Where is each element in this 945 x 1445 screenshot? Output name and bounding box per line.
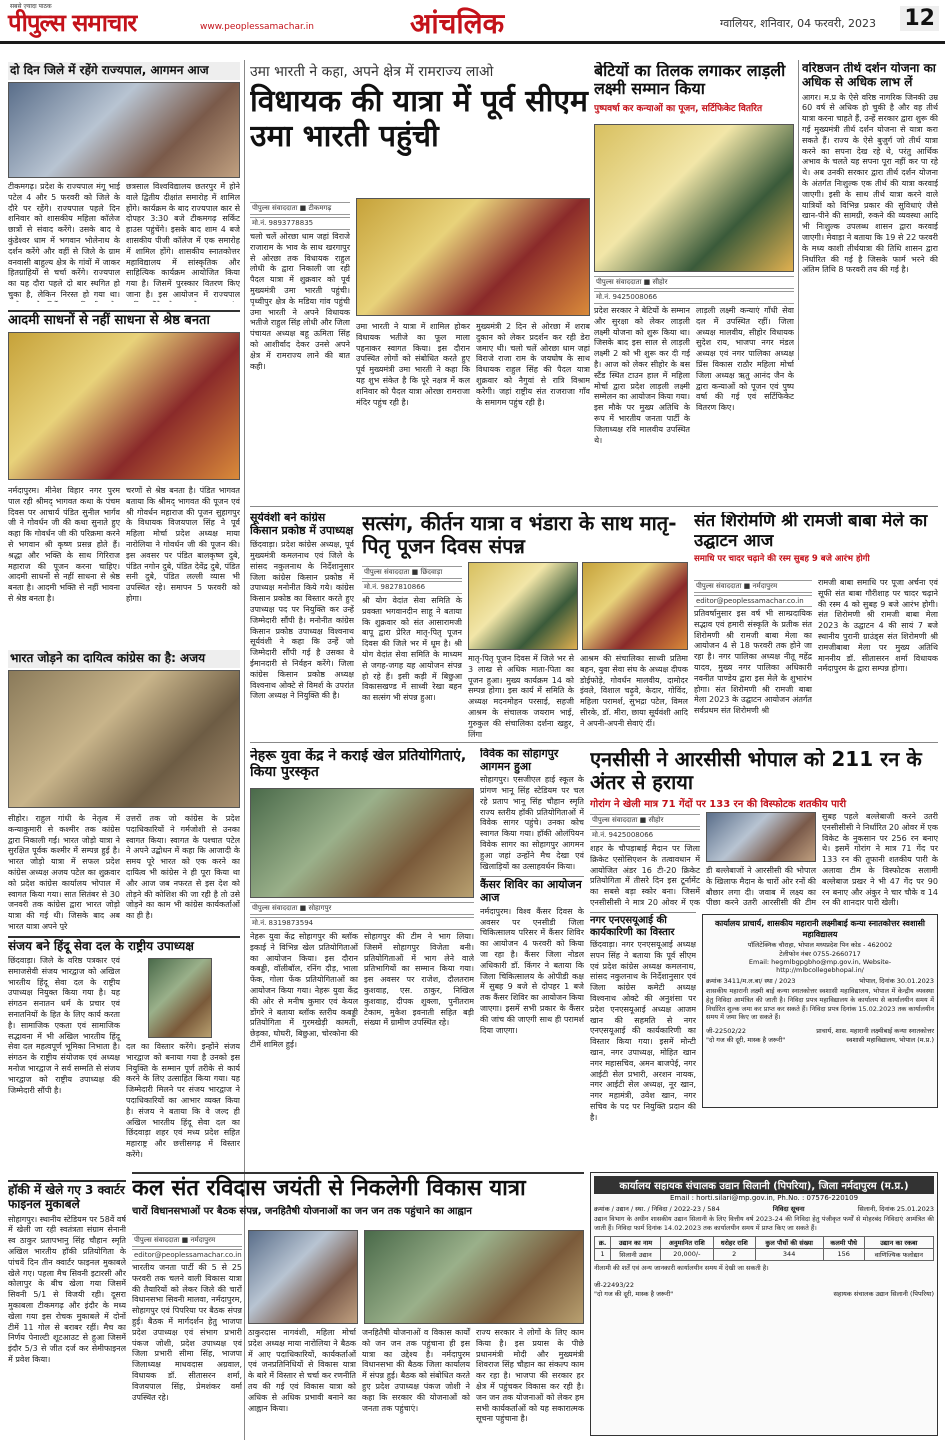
vivek-body: सोहागपुर। एसजीएल हाई स्कूल के प्रांगण भानू सिंह स्टेडियम पर चल रहे प्रताप भानू सिंह चौहान स्मृति राज्य स्तरीय हॉकी प्रतियोगिताओं में विवेक सागर पहुंचे। उनका कोच स्वागत किया गया। हॉकी ओलंपियन विवेक सागर का सोहागपुर आगमन हुआ जहां उन्होंने मैच देखा एवं खिलाड़ियों का उत्साहवर्धन किया। [480, 775, 584, 871]
table-header-cell: उद्यान का रकबा [864, 1236, 933, 1248]
photo-sanjay-portrait [148, 958, 212, 1038]
ad-body: उद्यान विभाग के अधीन शासकीय उद्यान सिलानी के लिए वित्तीय वर्ष 2023-24 की निविदा हेतु पंजीकृत फर्मों से मोहरबंद निविदाएं आमंत्रित की जाती हैं। निविदा फार्म दिनांक 14.02.2023 तक कार्यालयीन समय में प्राप्त किए जा सकते हैं। [594, 1215, 934, 1232]
body: आगर। म.प्र के ऐसे वरिष्ठ नागरिक जिनकी उम्र 60 वर्ष से अधिक हो चुकी है और वह तीर्थ यात्रा करना चाहते हैं, उन्हें सरकार द्वारा शुरू की गई मुख्यमंत्री तीर्थ दर्शन योजना से यात्रा करा सकते हैं। राज्य के ऐसे बुजुर्ग जो तीर्थ यात्रा करने का सपना देख रहे थे, परंतु आर्थिक अभाव के चलते यह सपना पूरा नहीं कर पा रहे थे। अब उनकी सरकार द्वारा तीर्थ दर्शन योजना के अंतर्गत निःशुल्क एक तीर्थ की यात्रा करवाई जाएगी। इसी के साथ तीर्थ यात्रा करने वाले यात्रियों को विभिन्न प्रकार की सुविधाएं जैसे खान-पीने की सामग्री, रुकने की व्यवस्था आदि भी निःशुल्क उपलब्ध शासन द्वारा करवाई जाएगी। मेवाड़ा ने बताया कि 19 से 22 फरवरी के मध्य काशी तीर्थयात्रा की तिथि शासन द्वारा निर्धारित की गई है जिसके फार्म भरने की अंतिम तिथि 8 फरवरी तय की गई है। [802, 92, 938, 275]
story-satsang [362, 512, 688, 740]
kicker: उमा भारती ने कहा, अपने क्षेत्र में रामराज्य लाओ [250, 64, 494, 80]
headline: वरिष्ठजन तीर्थ दर्शन योजना का अधिक से अधिक लाभ लें [802, 62, 936, 89]
ad-footer: प्राचार्य, शास. महारानी लक्ष्मीबाई कन्या स्नातकोत्तर स्वशासी महाविद्यालय, भोपाल (म.प्र.) [816, 1027, 934, 1045]
headline: सूर्यवंशी बने कांग्रेस किसान प्रकोष्ठ में उपाध्यक्ष [250, 512, 354, 537]
brand-logo: पीपुल्स समाचार [8, 8, 137, 37]
story-hockey [8, 1180, 126, 1438]
story-nagar [590, 912, 696, 1168]
body: सीहोर। राहुल गांधी के नेतृत्व में कन्याकुमारी से कश्मीर तक कांग्रेस द्वारा निकाली गई। भारत जोड़ो यात्रा ने सुरक्षित पूर्वक कश्मीर में सम्पन्न हुई है। भारत जोड़ो यात्रा में सफल प्रदेश कांग्रेस अध्यक्ष अजय पटेल का शुक्रवार को प्रदेश कांग्रेस कार्यालय भोपाल में स्वागत किया गया। सात सितंबर से 30 जनवरी तक कांग्रेस द्वारा भारत जोड़ो यात्रा की गई थी। जिसके बाद अब भारत यात्रा अपने पूरे [8, 814, 120, 930]
story-ravidas [132, 1172, 584, 1438]
table-header-cell: कलमी पौधे [823, 1236, 864, 1248]
headline: भारत जोड़ने का दायित्व कांग्रेस का है: अजय [8, 650, 240, 668]
body: नर्मदापुरम। मीनेश विहार नगर पुरम पाल रही श्रीमद् भागवत कथा के पंचम दिवस पर आचार्य पंडित सुनील भार्गव जी ने गोवर्धन जी की कथा सुनाते हुए कहा कि गोवर्धन जी की परिक्रमा करने से भगवान श्री कृष्ण प्रसन्न होते हैं। श्रद्धा और भक्ति के साथ गिरिराज महाराज की पूजन करना चाहिए। आदमी साधनों से नहीं साधना से श्रेष्ठ बनता है। आदमी भक्ति से नहीं भावना से श्रेष्ठ बनता है। [8, 486, 120, 603]
headline: हॉकी में खेले गए 3 क्वार्टर फाइनल मुकाबले [8, 1180, 126, 1212]
table-header-cell: कुल पौधों की संख्या [755, 1236, 823, 1248]
table-header-cell: क्र. [595, 1236, 611, 1248]
col1: चलो चलें ओरछा धाम जहां विराजे राजाराम के भाव के साथ खरगापुर से ओरछा तक विधायक राहुल लोधी के द्वारा निकाली जा रही पैदल यात्रा में शुक्रवार को पूर्व मुख्यमंत्री उमा भारती पहुंची। पृथ्वीपुर क्षेत्र के मडिया गांव पहुंची उमा भारती ने अपने विधायक भतीजे राहुल सिंह लोधी और जिला पंचायत अध्यक्ष बहू ऊमिता सिंह को आशीर्वाद देकर उनसे अपने क्षेत्र में रामराज्य लाने की बात कही। [250, 232, 350, 371]
body-continued: छत्रसाल विश्वविद्यालय छतरपुर में होने वाले द्वितीय दीक्षांत समारोह में शामिल होंगे। कार्यक्रम के बाद राज्यपाल कार से दोपहर 3:30 बजे टीकमगढ़ सर्किट हाउस पहुंचेंगे। इसके बाद शाम 4 बजे शासकीय पीजी कॉलेज में एक समारोह में शामिल होंगे। शासकीय स्नातकोत्तर महाविद्यालय में सांस्कृतिक और साहित्यिक कार्यक्रम आयोजित किया गया है। जिसमें पुरस्कार वितरण किए जाना है। इस आयोजन में राज्यपाल [126, 182, 240, 299]
ad-title: कार्यालय प्राचार्य, शासकीय महारानी लक्ष्मीबाई कन्या स्नातकोत्तर स्वशासी महाविद्यालय [715, 919, 925, 939]
col2: मातृ-पितृ पूजन दिवस में जिले भर से 3 लाख से अधिक माता-पिता का पूजन हुआ। मुख्य कार्यक्रम 14 को सम्पन्न होगा। इस कार्य में समिति के अध्यक्ष मदनमोहन परसाई, सहजी आश्रम के संचालक जयराम भाई, गुरुकुल की संचालिका दर्शना खहुर, लिंगा [468, 654, 574, 739]
ad-date: सिलानी, दिनांक 25.01.2023 [857, 1205, 934, 1213]
col1: नेहरू युवा केंद्र सोहागपुर की ब्लॉक इकाई ने विभिन्न खेल प्रतियोगिताओं का आयोजन किया। इस दौरान कबड्डी, वॉलीबॉल, रनिंग दौड़, भाला फेंक, गोला फेंक प्रतियोगिताओं का आयोजन किया गया। नेहरू युवा केंद्र की ओर से मनीष कुमार एवं केयल डोंगरे ने बताया ब्लॉक स्तरीय कबड्डी प्रतियोगिता में गुरमखेड़ी कामती, छेड़का, घोघरी, बिछुआ, चोरकोना की टीमें शामिल हुई। [250, 932, 358, 1049]
body-continued: उत्तरों तक जो कांग्रेस के प्रदेश पदाधिकारियों ने गर्मजोशी से उनका स्वागत किया। स्वागत के पश्चात पटेल ने अपने उद्बोधन में कहा कि आजादी के समय पूरे भारत को एक करने का दायित्व भी कांग्रेस ने ही पूरा किया था और आज जब नफरत से इस देश को तोड़ने की कोशिश की जा रही है तो उसे जोड़ने का काम भी कांग्रेस कार्यकर्ताओं का ही है। [126, 814, 240, 921]
ad-body: शासकीय महारानी लक्ष्मी बाई कन्या स्नातकोत्तर स्वशासी महाविद्यालय, भोपाल में केन्द्रीय व्यवस्था हेतु निविदा आमंत्रित की जाती है। निविदा प्रपत्र महाविद्यालय के कार्यालय से कार्यालयीन समय में निर्धारित शुल्क जमा कर प्राप्त कर सकते हैं। निविदा प्रपत्र दिनांक 15.02.2023 तक कार्यालयीन समय में जमा किए जा सकते हैं। [706, 987, 934, 1022]
ad-email[interactable]: Email: hegmlbgpgbho@mp.gov.in, Website- http://mlbcollegebhopal.in/ [748, 958, 892, 974]
story-nehru [250, 748, 474, 1066]
body: शहर के चौपड़ाबाई मैदान पर जिला क्रिकेट एसोसिएशन के तत्वावधान में आयोजित अंडर 16 टी-20 क्रिकेट प्रतियोगिता में तीसरे दिन इस टूर्नामेंट का सबसे बड़ा स्कोर बना। जिसमें एनसीसीसी ने मात्र 20 ओवर में एक [590, 844, 700, 907]
story-uma [250, 62, 590, 502]
story-vivek-cancer [480, 748, 584, 1066]
column-rule [798, 60, 799, 360]
table-cell: वाणिज्यिक फलोद्यान [864, 1248, 933, 1260]
body: छिंदवाड़ा। नगर एनएसयूआई अध्यक्ष सपन सिंह ने बताया कि पूर्व सीएम एवं प्रदेश कांग्रेस अध्यक्ष कमलनाथ, सांसद नकुलनाथ के निर्देशानुसार एवं जिला कांग्रेस कमेटी अध्यक्ष विश्वनाथ ओक्टे की अनुशंसा पर प्रदेश एनएसयूआई अध्यक्ष आजम खान की सहमति से नगर एनएसयूआई की कार्यकारिणी का विस्तार किया गया। इसमें मोन्टी खान, नगर उपाध्यक्ष, मोहित खान नगर महासचिव, अमन बाजपेई, नगर आईटी सेल प्रभारी, अरशन नायक, नगर आईटी सेल अध्यक्ष, नूर खान, नगर महामंत्री, उवेश खान, नगर सचिव के पद पर नियुक्ति प्रदान की है। [590, 940, 696, 1122]
mobile: मो.नं. 9425008066 [590, 829, 700, 842]
body: छिंदवाड़ा। प्रदेश कांग्रेस अध्यक्ष, पूर्व मुख्यमंत्री कमलनाथ एवं जिले के सांसद नकुलनाथ के निर्देशानुसार जिला कांग्रेस किसान प्रकोष्ठ में उपाध्यक्ष मनोनीत किये गये। कांग्रेस किसान प्रकोष्ठ का विस्तार करते हुए उपाध्यक्ष पद पर नियुक्ति कर उन्हें जिम्मेदारी सौंपी है। मनोनीत कांग्रेस किसान प्रकोष्ठ उपाध्यक्ष विश्वनाथ सूर्यवंशी ने कहा कि उन्हें जो जिम्मेदारी सौंपी गई है उसका वे ईमानदारी से निर्वहन करेंगे। जिला कांग्रेस किसान प्रकोष्ठ अध्यक्ष विश्वनाथ ओक्टे से विमर्श के उपरांत जिला अध्यक्ष ने नियुक्ति की है। [250, 540, 354, 701]
section-title-text: आंचलिक [410, 7, 505, 40]
story-ramji [694, 512, 938, 740]
masthead [0, 0, 945, 44]
section-rule [250, 742, 938, 743]
subhead: समाधि पर चादर चढ़ाने की रस्म सुबह 9 बजे आरंभ होगी [694, 554, 870, 565]
story-aadmi [8, 310, 240, 640]
byline: पीपुल्स संवाददाता ■ नर्मदापुरम [132, 1234, 242, 1247]
photo-bhagwat-katha [8, 332, 240, 480]
col2: सोहागपुर की टीम ने भाग लिया। जिसमें सोहागपुर विजेता बनी। प्रतियोगिताओं में भाग लेने वाले प्रतिभागियों का सम्मान किया गया। इस अवसर पर राजेश, दौलतराम कुशवाह, एस. ठाकुर, निखिल कुशवाह, दीपक शुक्ला, पुनीतराम टेकाम, मुकेश इवनाती सहित बड़ी संख्या में ग्रामीण उपस्थित रहे। [364, 932, 474, 1028]
byline: पीपुल्स संवाददाता ■ सोहागपुर [250, 902, 474, 915]
table-header-cell: धरोहर राशि [713, 1236, 755, 1248]
col2: उमा भारती ने यात्रा में शामिल होकर विधायक भतीजे का फूल माला पहनाकर स्वागत किया। इस दौरान उपस्थित लोगों को संबोधित करते हुए पूर्व मुख्यमंत्री उमा भारती ने कहा कि यह शुभ संकेत है कि पूरे नक्षत्र में कल शनिवार को पैदल यात्रा ओरछा रामराजा मंदिर पहुंच रही है। [356, 322, 470, 407]
subhead: पुष्पवर्षा कर कन्याओं का पूजन, सर्टिफिकेट वितरित [594, 103, 763, 114]
section-title [410, 4, 504, 42]
photo-bjp-meeting-1 [248, 1230, 358, 1324]
body-continued: डी बल्लेबाजों ने आरसीसी की भोपाल के खिलाफ मैदान के चारों ओर रनों की बौछार लगा दी। जवाब में लक्ष्य का पीछा करने उतरी आरसीसी की टीम [706, 866, 816, 908]
ad-table-header [595, 1236, 934, 1248]
col4: राज्य सरकार ने लोगों के लिए काम किया है। इस प्रयास के पीछे प्रधानमंत्री मोदी और मुख्यमंत्री शिवराज सिंह चौहान का संकल्प काम कर रहा है। भाजपा की सरकार हर क्षेत्र में पहुंचकर विकास कर रही है। जन जन तक योजनाओं को लेकर हम सभी कार्यकर्ताओं को यह सकारात्मक सूचना पहुंचाना है। [476, 1328, 584, 1424]
story-suryavanshi [250, 512, 354, 740]
subhead: गोरांग ने खेली मात्र 71 गेंदों पर 133 रन की विस्फोटक शतकीय पारी [590, 799, 847, 810]
photo-sports-winners [250, 788, 474, 898]
story-governor [8, 62, 240, 302]
table-cell: 156 [823, 1248, 864, 1260]
mobile: मो.नं. 8319873594 [250, 917, 474, 930]
story-sanjay [8, 936, 240, 1176]
ad-ref-date: भोपाल, दिनांक 30.01.2023 [859, 977, 934, 985]
headline: कल संत रविदास जयंती से निकलेगी विकास यात्रा [132, 1176, 526, 1201]
photo-ncc-team [706, 812, 816, 862]
table-header-cell: उद्यान का नाम [611, 1236, 661, 1248]
body-continued: लाड़ली लक्ष्मी कन्याएं गाँधी सेवा दल में उपस्थित रहीं। जिला अध्यक्ष मालवीय, सीहोर विधायक सुदेश राय, भाजपा नगर मंडल अध्यक्ष एवं नगर पालिका अध्यक्ष प्रिंस विकास राठौर महिला मोर्चा जिला अध्यक्ष ऋतु आनंद जैन के द्वारा कन्याओं को पूजन एवं पुष्प वर्षा की गई एवं सर्टिफिकेट वितरण किए। [696, 306, 794, 413]
photo-ladli-laxmi [594, 124, 794, 272]
body: प्रदेश सरकार ने बेटियों के सम्मान और सुरक्षा को लेकर लाड़ली लक्ष्मी योजना को शुरू किया था। जिसके बाद इस साल से लाड़ली लक्ष्मी 2 को भी शुरू कर दी गई है। आज को लेकर सीहोर के बस स्टैंड स्थित टाउन हाल में महिला मोर्चा द्वारा प्रदेश लाड़ली लक्ष्मी सम्मेलन का आयोजन किया गया। इस मौके पर मुख्य अतिथि के रूप में भारतीय जनता पार्टी के जिलाध्यक्ष रवि मालवीय उपस्थित थे। [594, 306, 690, 445]
website-link[interactable]: www.peoplessamachar.in [200, 22, 314, 32]
ad-code: जी-22502/22 [706, 1027, 746, 1036]
col3: जनहितैषी योजनाओं व विकास कार्यों को जन जन तक पहुंचाना ही इस यात्रा का उद्देश्य है। नर्मदापुरम विधानसभा की बैठक जिला कार्यालय में संपन्न हुई। बैठक को संबोधित करते हुए प्रदेश उपाध्यक्ष पंकज जोशी ने कहा कि सरकार की योजनाओं को जनता तक पहुंचाएं। [362, 1328, 470, 1413]
page-number: 12 [900, 6, 939, 31]
byline: पीपुल्स संवाददाता ■ सीहोर [594, 276, 794, 289]
ad-ref: क्रमांक / उद्यान / स्था. / निविदा / 2022-23 / 584 [594, 1205, 720, 1213]
table-cell: 344 [755, 1248, 823, 1260]
headline: बेटियों का तिलक लगाकर लाड़ली लक्ष्मी सम्मान किया [594, 62, 786, 99]
vivek-headline: विवेक का सोहागपुर आगमन हुआ [480, 748, 559, 773]
ad-code: जी-22493/22 [594, 1281, 634, 1290]
body-continued: दल का विस्तार करेंगे। इन्होंने संजय भारद्वाज को बनाया गया है उनको इस नियुक्ति के सम्मान पूर्ण तरीके से कार्य करने के लिए उत्साहित किया गया। यह जिम्मेदारी मिलने पर संजय भारद्वाज ने पदाधिकारियों का आभार व्यक्त किया है। संजय ने बताया कि वे जल्द ही अखिल भारतीय हिंदू सेवा दल का छिंदवाड़ा शहर एवं मध्य प्रदेश सहित महाराष्ट्र और छत्तीसगढ़ में विस्तार करेंगे। [126, 1042, 240, 1159]
table-cell: 2 [713, 1248, 755, 1260]
body: सोहागपुर। स्थानीय स्टेडियम पर 58वें वर्ष में खेली जा रही स्वतंत्रता संग्राम सेनानी स्व ठाकुर प्रतापभानु सिंह चौहान स्मृति अखिल भारतीय हॉकी प्रतियोगिता के पांचवें दिन तीन क्वार्टर फाइनल मुकाबले खेले गए। पहला मैच सिवनी इटारसी और कोलापुर के बीच खेला गया जिसमें सिवनी 5/1 से विजयी रही। दूसरा मुकाबला टीकमगढ़ और इंदौर के मध्य खेला गया इस रोचक मुकाबले में दोनों टीमें 11 गोल से बराबर रहीं। मैच का निर्णय पेनाल्टी शूटआउट से हुआ जिसमें इंदौर 5/3 से जीत दर्ज कर सेमीफाइनल में प्रवेश किया। [8, 1214, 126, 1364]
headline: संत शिरोमणि श्री रामजी बाबा मेले का उद्घाटन आज [694, 512, 928, 551]
email: editor@peoplessamachar.co.in [134, 1251, 242, 1259]
mobile: मो.नं. 9893778835 [250, 217, 350, 230]
body-continued: चरणों से श्रेष्ठ बनता है। पंडित भागवत बताया कि श्रीमद् भागवत की पूजन एवं श्री गोवर्धन महाराज की पूजन सुहागपुर के विधायक विजयपाल सिंह ने पूर्व महिला मोर्चा प्रदेश अध्यक्ष माया नारोलिया ने गोवर्धन जी की पूजन की। इस अवसर पर पंडित बालकृष्ण दुबे, पंडित नगोन दुबे, पंडित देवेंद्र दुबे, पंडित सनी दुबे, पंडित लल्ली व्यास भी उपस्थित रहे। समापन 5 फरवरी को होगा। [126, 486, 240, 603]
body: टीकमगढ़। प्रदेश के राज्यपाल मंगू भाई पटेल 4 और 5 फरवरी को जिले के दौरे पर रहेंगे। राज्यपाल पहले दिन शनिवार को शासकीय महिला कॉलेज छात्रों से संवाद करेंगे। उसके बाद वे कुंडेश्वर धाम में भगवान भोलेनाथ के दर्शन करेंगे और वहीं से जिले के ग्राम वनवासी बाहुल्य क्षेत्र के गांवों में जाकर हितग्राहियों से चर्चा करेंगे। राज्यपाल का यह दौरा पहले दो बार स्थगित हो चुका है, लेकिन निरस्त हो गया था। [8, 182, 120, 299]
table-row [595, 1248, 934, 1260]
dateline: ग्वालियर, शनिवार, 04 फरवरी, 2023 [720, 17, 877, 30]
ad-signature: सहायक संचालक उद्यान सिलानी (पिपरिया) [833, 1290, 934, 1299]
col1: श्री योग वेदांत सेवा समिति के प्रवक्ता भगवानदीन साहू ने बताया कि शुक्रवार को संत आसारामजी बापू द्वारा प्रेरित मातृ-पितृ पूजन दिवस की जिले भर में धूम है। श्री योग वेदांत सेवा समिति के माध्यम से जगह-जगह यह आयोजन संपन्न हो रहे हैं। इसी कड़ी में बिछुआ विकासखण्ड में साध्वी रेखा बहन का सत्संग भी संपन्न हुआ। [362, 596, 462, 703]
ad-table [594, 1236, 934, 1261]
photo-police-parade [8, 82, 240, 178]
headline: सत्संग, कीर्तन यात्रा व भंडारा के साथ मातृ-पितृ पूजन दिवस संपन्न [362, 512, 677, 558]
photo-matru-pitru-pujan [468, 562, 578, 650]
col3: आश्रम की संचालिका साध्वी प्रतिमा बहन, युवा सेवा संघ के अध्यक्ष दीपक डोईफोड़े, गोवर्धन मालवीय, दामोदर इंवले, विशाल चढ़ुवे, केदार, गोविंद, महिला परामर्श, सुभद्रा पटेल, विमल सीरके, डॉ. मीरा, छाया सूर्यवंशी आदि ने अपनी-अपनी सेवाएं दीं। [580, 654, 688, 728]
story-ncc [590, 748, 938, 908]
table-header-cell: अनुमानित राशि [660, 1236, 713, 1248]
byline: पीपुल्स संवाददाता ■ नर्मदापुरम [694, 580, 812, 593]
photo-congress-welcome [8, 670, 240, 808]
ad-slogan: "दो गज की दूरी, मास्क है जरूरी" [706, 1036, 786, 1045]
ad-title: कार्यालय सहायक संचालक उद्यान सिलानी (पिपरिया), जिला नर्मदापुरम (म.प्र.) [594, 1176, 934, 1194]
section-rule [250, 506, 938, 507]
table-cell: 1 [595, 1248, 611, 1260]
ad-college-tender [702, 914, 938, 1108]
story-bharat [8, 650, 240, 930]
photo-kirtan-yatra [582, 562, 688, 650]
ad-footer: नीलामी की शर्तें एवं अन्य जानकारी कार्यालयीन समय में देखी जा सकती है। [594, 1263, 769, 1272]
story-tilak [594, 62, 794, 502]
byline: पीपुल्स संवाददाता ■ सीहोर [590, 814, 700, 827]
body-continued: रामजी बाबा समाधि पर पूजा अर्चना एवं सूफी संत बाबा गौरीशाह पर चादर चढ़ाने की रस्म 4 को सुबह 9 बजे आरंभ होगी। संत शिरोमणी श्री रामजी बाबा मेला 2023 के उद्घाटन 4 की सायं 7 बजे स्थानीय पुरानी ग्राउंड्स संत शिरोमणी श्री रामजीबाबा मेला पर मुख्य अतिथि माननीय डॉ. सीतासरन शर्मा विधायक नर्मदापुरम के द्वारा सम्पन्न होगा। [818, 578, 938, 674]
cancer-body: नर्मदापुरम। विश्व कैंसर दिवस के अवसर पर एनसीडी जिला चिकित्सालय परिसर में कैंसर शिविर का आयोजन 4 फरवरी को किया जा रहा है। कैंसर जिला नोडल अधिकारी डॉ. किंगर ने बताया कि जिला चिकित्सालय के ओपीडी कक्ष में सुबह 9 बजे से दोपहर 1 बजे तक कैंसर शिविर का आयोजन किया जाएगा। इसमें सभी प्रकार के कैंसर की जांच की जाएगी साथ ही परामर्श दिया जाएगा। [480, 906, 584, 1035]
body: छिंदवाड़ा। जिले के वरिष्ठ पत्रकार एवं समाजसेवी संजय भारद्वाज को अखिल भारतीय हिंदू सेवा दल के राष्ट्रीय उपाध्यक्ष नियुक्त किया गया है। यह संगठन सनातन धर्म के प्रचार एवं सनातनियों के हित के लिए कार्य करता है। सामाजिक एकता एवं सामाजिक सद्भावना में भी अखिल भारतीय हिंदू सेवा दल महत्वपूर्ण भूमिका निभाता है। संगठन के राष्ट्रीय संयोजक एवं अध्यक्ष मनोज भारद्वाज ने सर्व सम्मति से संजय भारद्वाज को राष्ट्रीय उपाध्यक्ष की जिम्मेदारी सौंपी है। [8, 956, 120, 1095]
table-cell: सिलानी उद्यान [611, 1248, 661, 1260]
headline: दो दिन जिले में रहेंगे राज्यपाल, आगमन आज [8, 62, 240, 80]
col1: भारतीय जनता पार्टी की 5 से 25 फरवरी तक चलने वाली विकास यात्रा की तैयारियों को लेकर जिले की चारों विधानसभा सिवनी मालवा, नर्मदापुरम, सोहागपुर एवं पिपरिया पर बैठक संपन्न हुई। बैठक में मार्गदर्शन हेतु भाजपा प्रदेश उपाध्यक्ष एवं संभाग प्रभारी पंकज जोशी, प्रदेश उपाध्यक्ष एवं जिला प्रभारी सीमा सिंह, भाजपा जिलाध्यक्ष माधवदास अग्रवाल, विधायक डॉ. सीतासरन शर्मा, विजयपाल सिंह, प्रेमशंकर वर्मा उपस्थित रहे। [132, 1263, 242, 1402]
headline: आदमी साधनों से नहीं साधना से श्रेष्ठ बनता [8, 310, 240, 329]
col2: ठाकुरदास नागवंशी, महिला मोर्चा प्रदेश अध्यक्ष माया नारोलिया ने बैठक में आए पदाधिकारियों, कार्यकर्ताओं एवं जनप्रतिनिधियों से विकास यात्रा के बारे में विस्तार से चर्चा कर रणनीति तय की गई एवं विकास यात्रा को अधिक से अधिक प्रभावी बनाने का आह्वान किया। [248, 1328, 356, 1413]
mobile: मो.नं. 9827810866 [362, 581, 462, 594]
story-teerth [802, 62, 938, 360]
body-continued-2: सुबह पहले बल्लेबाजी करने उतरी एनसीसीसी ने निर्धारित 20 ओवर में एक विकेट के नुकसान पर 256 रन बनाए थे। इसमें गोरांग ने मात्र 71 गेंद पर 133 रन की तूफानी शतकीय पारी के अलावा टीम के विस्फोटक सलामी बल्लेबाज प्रखर ने भी 47 गेंद पर 90 रन बनाए और अंकुर ने चार चौके व 14 रन की शानदार पारी खेली। [822, 812, 938, 908]
photo-bjp-meeting-2 [364, 1230, 584, 1324]
headline: नगर एनएसयूआई की कार्यकारिणी का विस्तार [590, 912, 696, 938]
headline: नेहरू युवा केंद्र ने कराई खेल प्रतियोगिताएं, किया पुरस्कृत [250, 748, 467, 781]
brand-tagline: सबसे ज़्यादा पाठक [10, 3, 52, 10]
byline: पीपुल्स संवाददाता ■ छिंदवाड़ा [362, 566, 462, 579]
byline: पीपुल्स संवाददाता ■ टीकमगढ़ [250, 202, 350, 215]
ad-address: पॉलिटेक्निक चौराहा, भोपाल मध्यप्रदेश पिन कोड - 462002 [747, 941, 893, 949]
body: प्रतिवर्षानुसार इस वर्ष भी साम्प्रदायिक सद्भाव एवं हमारी संस्कृति के प्रतीक संत शिरोमणी श्री रामजी बाबा मेला का आयोजन 4 से 18 फरवरी तक होने जा रहा है। नगर पालिका अध्यक्ष नीतू महेंद्र यादव, मुख्य नगर पालिका अधिकारी नवनीत पाण्डेय द्वारा इस मेले के शुभारंभ होगा। संत शिरोमणी श्री रामजी बाबा मेला 2023 के उद्घाटन आयोजन अंतर्गत सर्वप्रथम संत शिरोमणी श्री [694, 609, 812, 716]
ad-slogan: "दो गज की दूरी, मास्क है जरूरी" [594, 1290, 674, 1299]
table-cell: 20,000/- [660, 1248, 713, 1260]
cancer-headline: कैंसर शिविर का आयोजन आज [480, 876, 584, 904]
photo-uma-bharti [356, 198, 590, 316]
col3: मुख्यमंत्री 2 दिन से ओरछा में शराब दुकान को लेकर प्रदर्शन कर रही डेरा जमाए थी। चलो चलें ओरछा धाम जहां विराजे राजा राम के जयघोष के साथ विधायक राहुल सिंह की पैदल यात्रा शुक्रवार को नैगुवां से रात्रि विश्राम करेगी। जहां राष्ट्रीय संत राजराजा गाँव के समागम पहुंच रही है। [476, 322, 590, 407]
headline: एनसीसी ने आरसीसी भोपाल को 211 रन के अंतर से हराया [590, 748, 922, 794]
ad-email[interactable]: Email : horti.silari@mp.gov.in, Ph.No. : 07576-220109 [669, 1194, 859, 1202]
ad-ref-no: क्रमांक 3411/म.ल.बा/ स्था / 2023 [706, 977, 796, 985]
mobile: मो.नं. 9425008066 [594, 291, 794, 304]
ad-phone: टेलीफोन नंबर 0755-2660717 [779, 950, 861, 958]
ad-heading: निविदा सूचना [772, 1205, 805, 1213]
ad-udyan-tender [590, 1172, 938, 1436]
email: editor@peoplessamachar.co.in [694, 595, 812, 607]
headline: संजय बने हिंदू सेवा दल के राष्ट्रीय उपाध्यक्ष [8, 936, 240, 954]
headline: विधायक की यात्रा में पूर्व सीएम उमा भारती पहुंची [250, 84, 588, 154]
subhead: चारों विधानसभाओं पर बैठक संपन्न, जनहितैषी योजनाओं का जन जन तक पहुंचाने का आह्वान [132, 1206, 472, 1218]
